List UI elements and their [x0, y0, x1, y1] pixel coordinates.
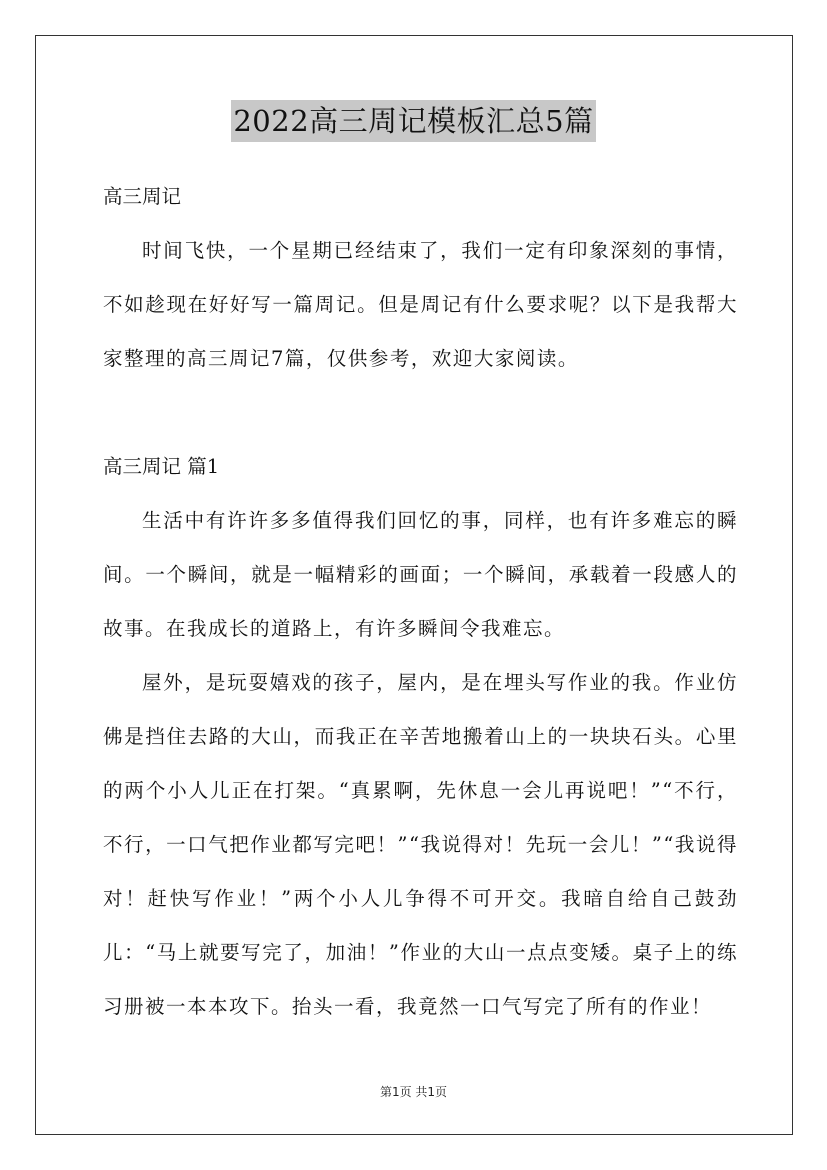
document-title: 2022高三周记模板汇总5篇 — [231, 100, 595, 142]
section-spacer — [103, 386, 738, 440]
title-container — [0, 100, 827, 142]
section-heading: 高三周记 篇1 — [103, 455, 220, 478]
document-body — [103, 170, 738, 1034]
body-paragraph-1: 生活中有许许多多值得我们回忆的事，同样，也有许多难忘的瞬间。一个瞬间，就是一幅精彩的画面；一个瞬间，承载着一段感人的故事。在我成长的道路上，有许多瞬间令我难忘。 — [103, 509, 738, 640]
intro-heading: 高三周记 — [103, 185, 182, 208]
page-footer: 第1页 共1页 — [379, 1085, 448, 1099]
intro-paragraph: 时间飞快，一个星期已经结束了，我们一定有印象深刻的事情，不如趁现在好好写一篇周记。但是周记有什么要求呢？以下是我帮大家整理的高三周记7篇，仅供参考，欢迎大家阅读。 — [103, 239, 738, 370]
body-paragraph-2: 屋外，是玩耍嬉戏的孩子，屋内，是在埋头写作业的我。作业仿佛是挡住去路的大山，而我正在辛苦地搬着山上的一块块石头。心里的两个小人儿正在打架。“真累啊，先休息一会儿再说吧！”“不行，不行，一口气把作业都写完吧！”“我说得对！先玩一会儿！”“我说得对！赶快写作业！”两个小人儿争得不可开交。我暗自给自己鼓劲儿：“马上就要写完了，加油！”作业的大山一点点变矮。桌子上的练习册被一本本攻下。抬头一看，我竟然一口气写完了所有的作业！ — [103, 671, 738, 1018]
